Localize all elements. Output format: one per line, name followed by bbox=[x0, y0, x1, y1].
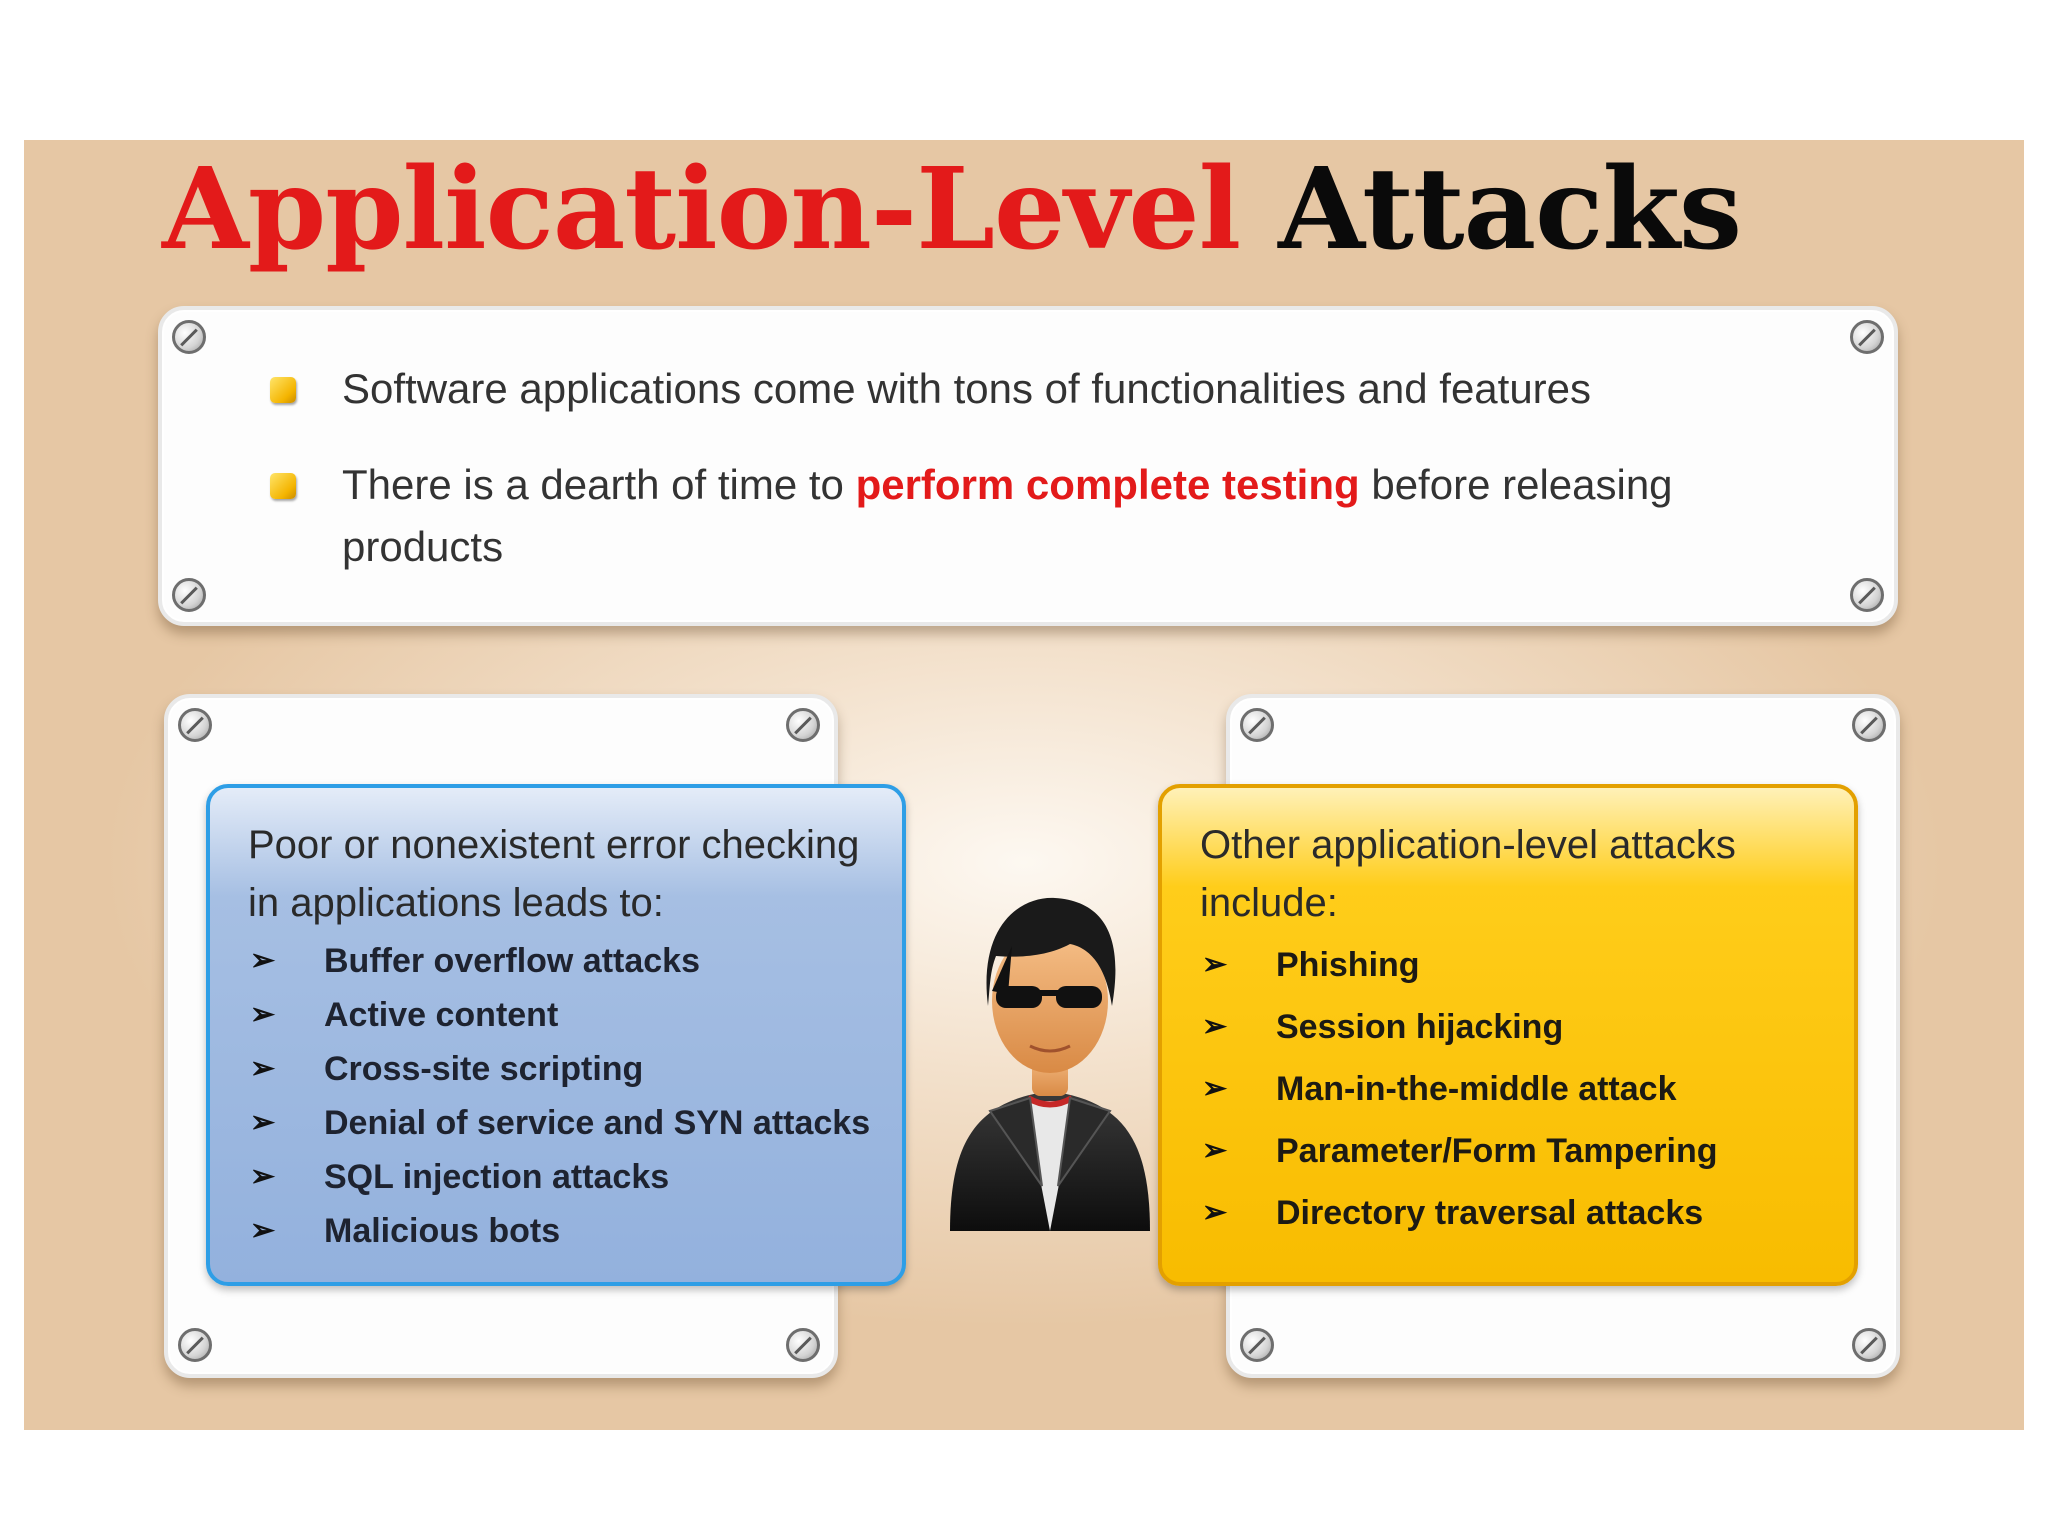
attack-list-item bbox=[248, 1042, 866, 1096]
attack-label: Cross-site scripting bbox=[324, 1050, 644, 1088]
hacker-avatar-icon bbox=[930, 886, 1170, 1236]
screw-icon bbox=[1240, 1328, 1274, 1362]
attack-label: SQL injection attacks bbox=[324, 1158, 670, 1196]
arrowhead-bullet-icon: ➢ bbox=[1202, 1134, 1228, 1167]
attack-label: Buffer overflow attacks bbox=[324, 942, 700, 980]
attack-label: Phishing bbox=[1276, 946, 1420, 984]
attack-label: Man-in-the-middle attack bbox=[1276, 1070, 1677, 1108]
slide-title bbox=[162, 146, 1741, 275]
arrowhead-bullet-icon: ➢ bbox=[1202, 1072, 1228, 1105]
yellow-square-bullet-icon bbox=[270, 377, 296, 403]
attack-label: Malicious bots bbox=[324, 1212, 561, 1250]
arrowhead-bullet-icon: ➢ bbox=[1202, 948, 1228, 981]
screw-icon bbox=[786, 1328, 820, 1362]
screw-icon bbox=[172, 578, 206, 612]
intro-bullet bbox=[262, 358, 1782, 420]
intro-panel bbox=[158, 306, 1898, 626]
screw-icon bbox=[178, 708, 212, 742]
arrowhead-bullet-icon: ➢ bbox=[1202, 1196, 1228, 1229]
intro-bullet-text-end: before releasing products bbox=[342, 461, 1673, 570]
attack-label: Session hijacking bbox=[1276, 1008, 1564, 1046]
other-attacks-heading: Other application-level attacks include: bbox=[1200, 823, 1736, 925]
attack-list-item bbox=[248, 988, 866, 1042]
attack-list-item bbox=[248, 1096, 871, 1150]
intro-bullet-text-start: There is a dearth of time to bbox=[342, 461, 856, 508]
attack-list-item bbox=[1200, 1120, 1818, 1182]
yellow-square-bullet-icon bbox=[270, 473, 296, 499]
attack-list-item bbox=[1200, 1058, 1818, 1120]
intro-bullet bbox=[262, 454, 1782, 578]
attack-list-item bbox=[1200, 1182, 1818, 1244]
attack-label: Denial of service and SYN attacks bbox=[324, 1104, 871, 1142]
arrowhead-bullet-icon: ➢ bbox=[250, 1214, 276, 1247]
arrowhead-bullet-icon: ➢ bbox=[250, 944, 276, 977]
arrowhead-bullet-icon: ➢ bbox=[250, 1052, 276, 1085]
error-attack-list bbox=[248, 934, 871, 1258]
intro-bullets bbox=[262, 358, 1782, 612]
screw-icon bbox=[1852, 708, 1886, 742]
screw-icon bbox=[786, 708, 820, 742]
screw-icon bbox=[1850, 320, 1884, 354]
arrowhead-bullet-icon: ➢ bbox=[250, 1160, 276, 1193]
arrowhead-bullet-icon: ➢ bbox=[1202, 1010, 1228, 1043]
attack-list-item bbox=[248, 1204, 866, 1258]
attack-list-item bbox=[248, 934, 866, 988]
screw-icon bbox=[178, 1328, 212, 1362]
screw-icon bbox=[1852, 1328, 1886, 1362]
title-part-red: Application-Level bbox=[162, 144, 1241, 275]
other-attack-list bbox=[1200, 934, 1818, 1244]
error-checking-box bbox=[206, 784, 906, 1286]
error-checking-heading: Poor or nonexistent error checking in applications leads to: bbox=[248, 823, 860, 925]
attack-list-item bbox=[248, 1150, 866, 1204]
slide bbox=[24, 140, 2024, 1430]
screw-icon bbox=[1240, 708, 1274, 742]
attack-list-item bbox=[1200, 934, 1818, 996]
attack-label: Active content bbox=[324, 996, 559, 1034]
other-attacks-box bbox=[1158, 784, 1858, 1286]
title-part-black: Attacks bbox=[1278, 144, 1741, 275]
arrowhead-bullet-icon: ➢ bbox=[250, 1106, 276, 1139]
screw-icon bbox=[1850, 578, 1884, 612]
screw-icon bbox=[172, 320, 206, 354]
arrowhead-bullet-icon: ➢ bbox=[250, 998, 276, 1031]
attack-label: Directory traversal attacks bbox=[1276, 1194, 1704, 1232]
attack-list-item bbox=[1200, 996, 1818, 1058]
intro-bullet-text: Software applications come with tons of functionalities and features bbox=[342, 365, 1592, 412]
intro-bullet-highlight: perform complete testing bbox=[855, 461, 1360, 508]
attack-label: Parameter/Form Tampering bbox=[1276, 1132, 1718, 1170]
